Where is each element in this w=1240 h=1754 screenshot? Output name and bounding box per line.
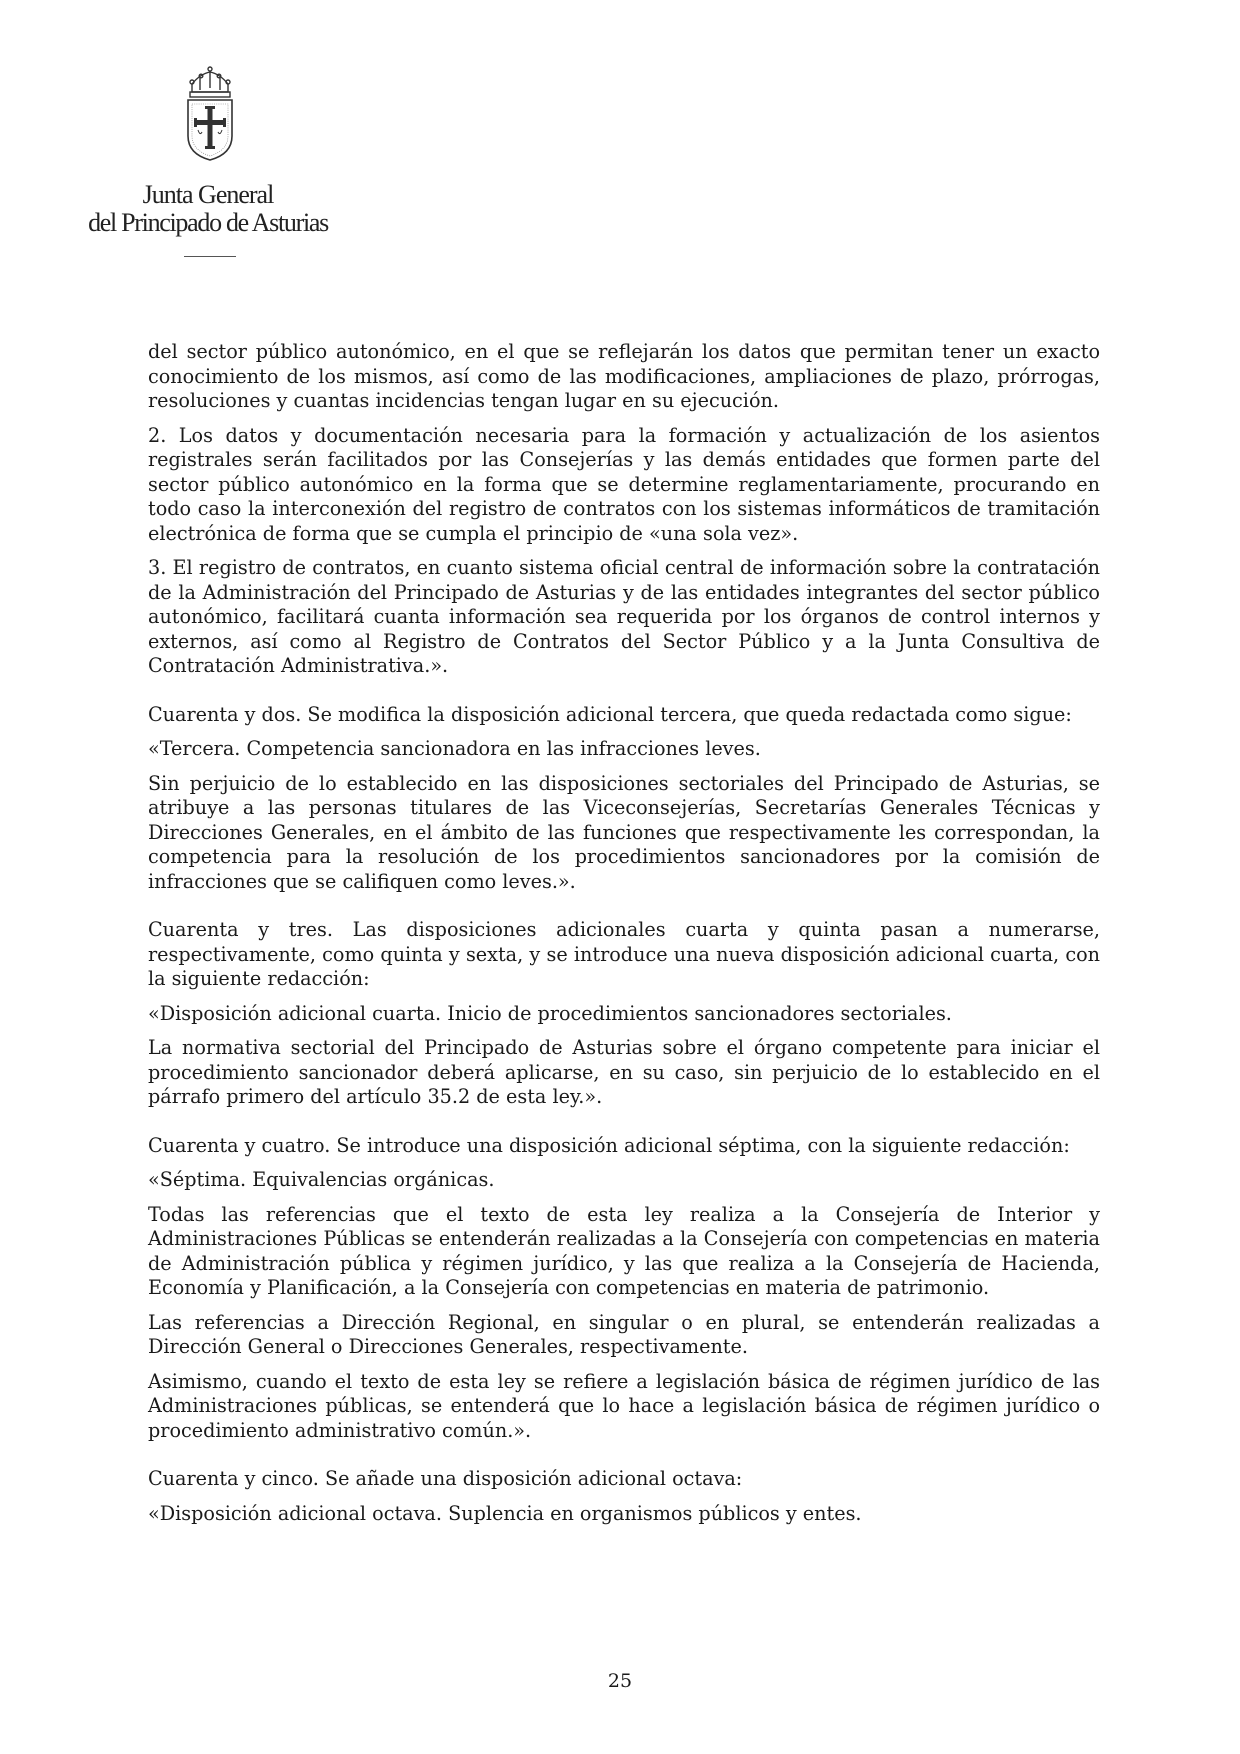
paragraph: del sector público autonómico, en el que se reflejarán los datos que permitan tener un exacto conocimiento de los mismos, así como de las modificaciones, ampliaciones de plazo, prórrogas, resoluciones y cuantas incidencias tengan lugar en su ejecución. [148,340,1100,412]
page-number: 25 [607,1670,633,1692]
amendment-heading: Cuarenta y cuatro. Se introduce una disposición adicional séptima, con la siguiente redacción: [148,1133,1070,1157]
paragraph: Las referencias a Dirección Regional, en singular o en plural, se entenderán realizadas a Dirección General o Direcciones Generales, respectivamente. [148,1310,1100,1358]
paragraph: 3. El registro de contratos, en cuanto sistema oficial central de información sobre la contratación de la Administración del Principado de Asturias y de las entidades integrantes del sector público autonómico, facilitará cuanta información sea requerida por los órganos de control internos y externos, así como al Registro de Contratos del Sector Público y a la Junta Consultiva de Contratación Administrativa.». [148,556,1100,677]
provision-title: «Disposición adicional cuarta. Inicio de procedimientos sancionadores sectoriales. [148,1001,952,1025]
provision-title: «Séptima. Equivalencias orgánicas. [148,1168,495,1191]
provision-title: «Tercera. Competencia sancionadora en las infracciones leves. [148,737,761,760]
header-rule [184,256,236,257]
paragraph: 2. Los datos y documentación necesaria para la formación y actualización de los asientos registrales serán facilitados por las Consejerías y las demás entidades que formen parte del sector público autonómico en la forma que se determine reglamentariamente, procurando en todo caso la interconexión del registro de contratos con los sistemas informáticos de tramitación electrónica de forma que se cumpla el principio de «una sola vez». [148,423,1100,545]
amendment-heading: Cuarenta y cinco. Se añade una disposición adicional octava: [148,1467,743,1490]
coat-of-arms-icon [180,66,240,162]
document-body [148,340,1100,1536]
org-name-line1: Junta General [142,180,274,209]
paragraph: Todas las referencias que el texto de esta ley realiza a la Consejería de Interior y Administraciones Públicas se entenderán realizadas a la Consejería con competencias en materia de Administración pública y régimen jurídico, y las que realiza a la Consejería de Hacienda, Economía y Planificación, a la Consejería con competencias en materia de patrimonio. [148,1202,1100,1299]
amendment-heading: Cuarenta y tres. Las disposiciones adicionales cuarta y quinta pasan a numerarse, respectivamente, como quinta y sexta, y se introduce una nueva disposición adicional cuarta, con la siguiente redacción: [148,918,1100,990]
provision-title: «Disposición adicional octava. Suplencia en organismos públicos y entes. [148,1501,862,1525]
amendment-heading: Cuarenta y dos. Se modifica la disposición adicional tercera, que queda redactada como sigue: [148,702,1072,726]
paragraph: La normativa sectorial del Principado de Asturias sobre el órgano competente para iniciar el procedimiento sancionador deberá aplicarse, en su caso, sin perjuicio de lo establecido en el párrafo primero del artículo 35.2 de esta ley.». [148,1036,1100,1108]
org-name-line2: del Principado de Asturias [88,208,328,237]
paragraph: Sin perjuicio de lo establecido en las disposiciones sectoriales del Principado de Asturias, se atribuye a las personas titulares de las Viceconsejerías, Secretarías Generales Técnicas y Direcciones Generales, en el ámbito de las funciones que respectivamente les correspondan, la competencia para la resolución de los procedimientos sancionadores por la comisión de infracciones que se califiquen como leves.». [148,771,1100,893]
paragraph: Asimismo, cuando el texto de esta ley se refiere a legislación básica de régimen jurídico de las Administraciones públicas, se entenderá que lo hace a legislación básica de régimen jurídico o procedimiento administrativo común.». [148,1369,1100,1442]
